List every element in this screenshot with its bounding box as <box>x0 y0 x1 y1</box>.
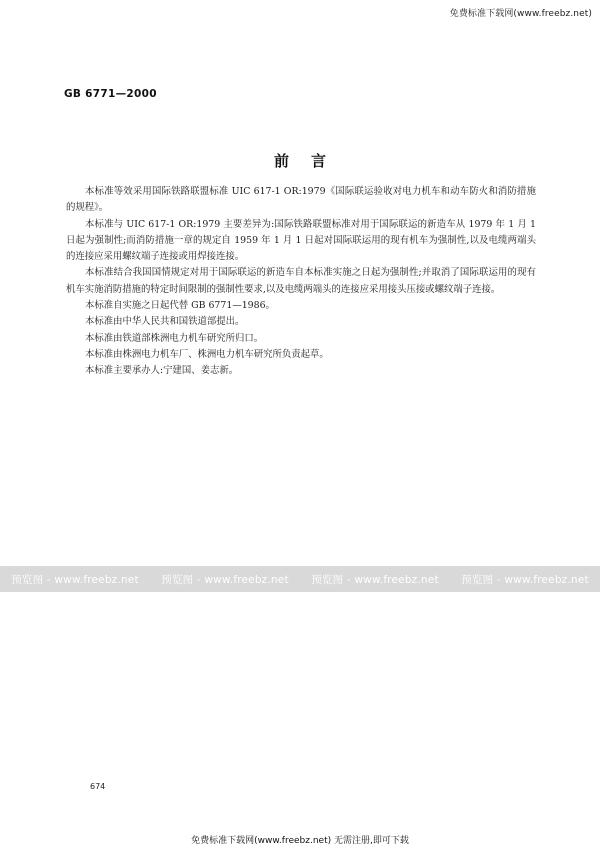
paragraph: 本标准与 UIC 617-1 OR:1979 主要差异为:国际铁路联盟标准对用于国际联运的新造车从 1979 年 1 月 1 日起为强制性;而消防措施一章的规定自 1959 年 1 月 1 日起对国际联运用的现有机车为强制性,以及电缆两端头的连接应采用螺纹端子连接或用焊接连接。 <box>66 218 536 263</box>
paragraph: 本标准自实施之日起代替 GB 6771—1986。 <box>85 300 275 312</box>
watermark-text: 预览图 - www.freebz.net <box>311 573 439 586</box>
paragraph: 本标准结合我国国情规定对用于国际联运的新造车自本标准实施之日起为强制性;并取消了国际联运用的现有机车实施消防措施的特定时间限制的强制性要求,以及电缆两端头的连接应采用接头压接或螺纹端子连接。 <box>66 267 536 295</box>
watermark-text: 预览图 - www.freebz.net <box>461 573 589 586</box>
footer-note[interactable]: 免费标准下载网(www.freebz.net) 无需注册,即可下载 <box>191 836 409 846</box>
watermark-text: 预览图 - www.freebz.net <box>11 573 139 586</box>
page-title: 前言 <box>273 152 348 170</box>
watermark-text: 预览图 - www.freebz.net <box>161 573 289 586</box>
paragraph: 本标准等效采用国际铁路联盟标准 UIC 617-1 OR:1979《国际联运验收对电力机车和动车防火和消防措施的规程》。 <box>66 186 536 214</box>
site-link[interactable]: 免费标准下载网(www.freebz.net) <box>449 9 592 19</box>
paragraph: 本标准由铁道部株洲电力机车研究所归口。 <box>85 332 264 344</box>
page-number: 674 <box>90 782 106 791</box>
watermark-band <box>0 566 600 592</box>
standard-number: GB 6771—2000 <box>64 88 157 100</box>
document-body <box>66 184 536 380</box>
paragraph: 本标准主要承办人:宁建国、姜志新。 <box>85 365 239 377</box>
paragraph: 本标准由株洲电力机车厂、株洲电力机车研究所负责起草。 <box>85 348 329 360</box>
paragraph: 本标准由中华人民共和国铁道部提出。 <box>85 316 245 328</box>
